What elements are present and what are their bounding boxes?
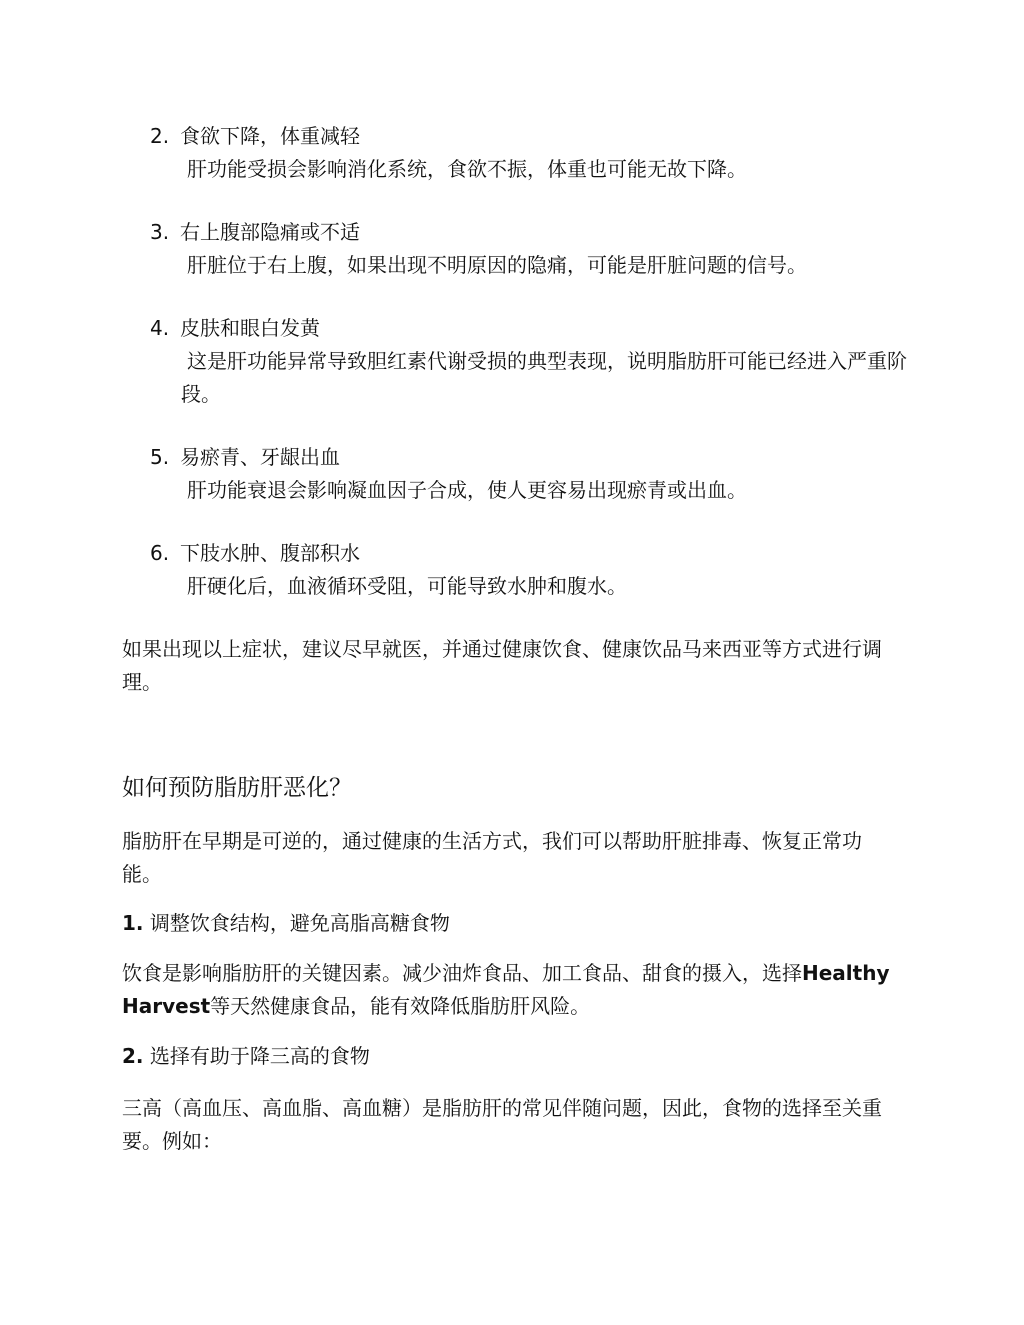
tip-body-1 xyxy=(122,957,892,1023)
item-number: 3. xyxy=(150,220,170,244)
item-title-text: 皮肤和眼白发黄 xyxy=(180,316,320,340)
item-title-text: 食欲下降，体重减轻 xyxy=(180,124,360,148)
list-item xyxy=(150,216,910,282)
symptom-description: 这是肝功能异常导致胆红素代谢受损的典型表现，说明脂肪肝可能已经进入严重阶段。 xyxy=(181,349,907,406)
section-heading: 如何预防脂肪肝恶化？ xyxy=(122,775,352,801)
tip-title: 选择有助于降三高的食物 xyxy=(149,1044,370,1068)
tip-body-2: 三高（高血压、高血脂、高血糖）是脂肪肝的常见伴随问题，因此，食物的选择至关重要。例如： xyxy=(122,1096,882,1153)
symptom-title xyxy=(150,312,910,345)
symptom-title xyxy=(150,441,910,474)
tip-heading-1 xyxy=(122,907,892,940)
item-number: 6. xyxy=(150,541,170,565)
list-item xyxy=(150,312,910,411)
tip-body-text: 饮食是影响脂肪肝的关键因素。减少油炸食品、加工食品、甜食的摄入，选择 xyxy=(122,961,802,985)
tip-heading-2 xyxy=(122,1040,892,1073)
list-item xyxy=(150,120,910,186)
item-title-text: 下肢水肿、腹部积水 xyxy=(180,541,360,565)
item-number: 5. xyxy=(150,445,170,469)
symptom-title xyxy=(150,216,910,249)
list-item xyxy=(150,441,910,507)
tip-number: 1. xyxy=(122,911,144,935)
symptom-description: 肝硬化后，血液循环受阻，可能导致水肿和腹水。 xyxy=(187,574,627,598)
tip-body-text: 等天然健康食品，能有效降低脂肪肝风险。 xyxy=(210,994,591,1018)
item-title-text: 易瘀青、牙龈出血 xyxy=(180,445,340,469)
symptom-description: 肝功能衰退会影响凝血因子合成，使人更容易出现瘀青或出血。 xyxy=(187,478,747,502)
list-item xyxy=(150,537,910,603)
brand-name: Healthy Harvest xyxy=(122,961,890,1018)
symptom-title xyxy=(150,537,910,570)
intro-paragraph: 脂肪肝在早期是可逆的，通过健康的生活方式，我们可以帮助肝脏排毒、恢复正常功能。 xyxy=(122,829,862,886)
symptom-description: 肝脏位于右上腹，如果出现不明原因的隐痛，可能是肝脏问题的信号。 xyxy=(187,253,807,277)
symptom-list xyxy=(150,120,910,633)
item-number: 4. xyxy=(150,316,170,340)
advice-paragraph: 如果出现以上症状，建议尽早就医，并通过健康饮食、健康饮品马来西亚等方式进行调理。 xyxy=(122,637,882,694)
item-title-text: 右上腹部隐痛或不适 xyxy=(180,220,360,244)
tip-number: 2. xyxy=(122,1044,144,1068)
item-number: 2. xyxy=(150,124,170,148)
symptom-description: 肝功能受损会影响消化系统，食欲不振，体重也可能无故下降。 xyxy=(187,157,747,181)
tip-title: 调整饮食结构，避免高脂高糖食物 xyxy=(149,911,450,935)
symptom-title xyxy=(150,120,910,153)
